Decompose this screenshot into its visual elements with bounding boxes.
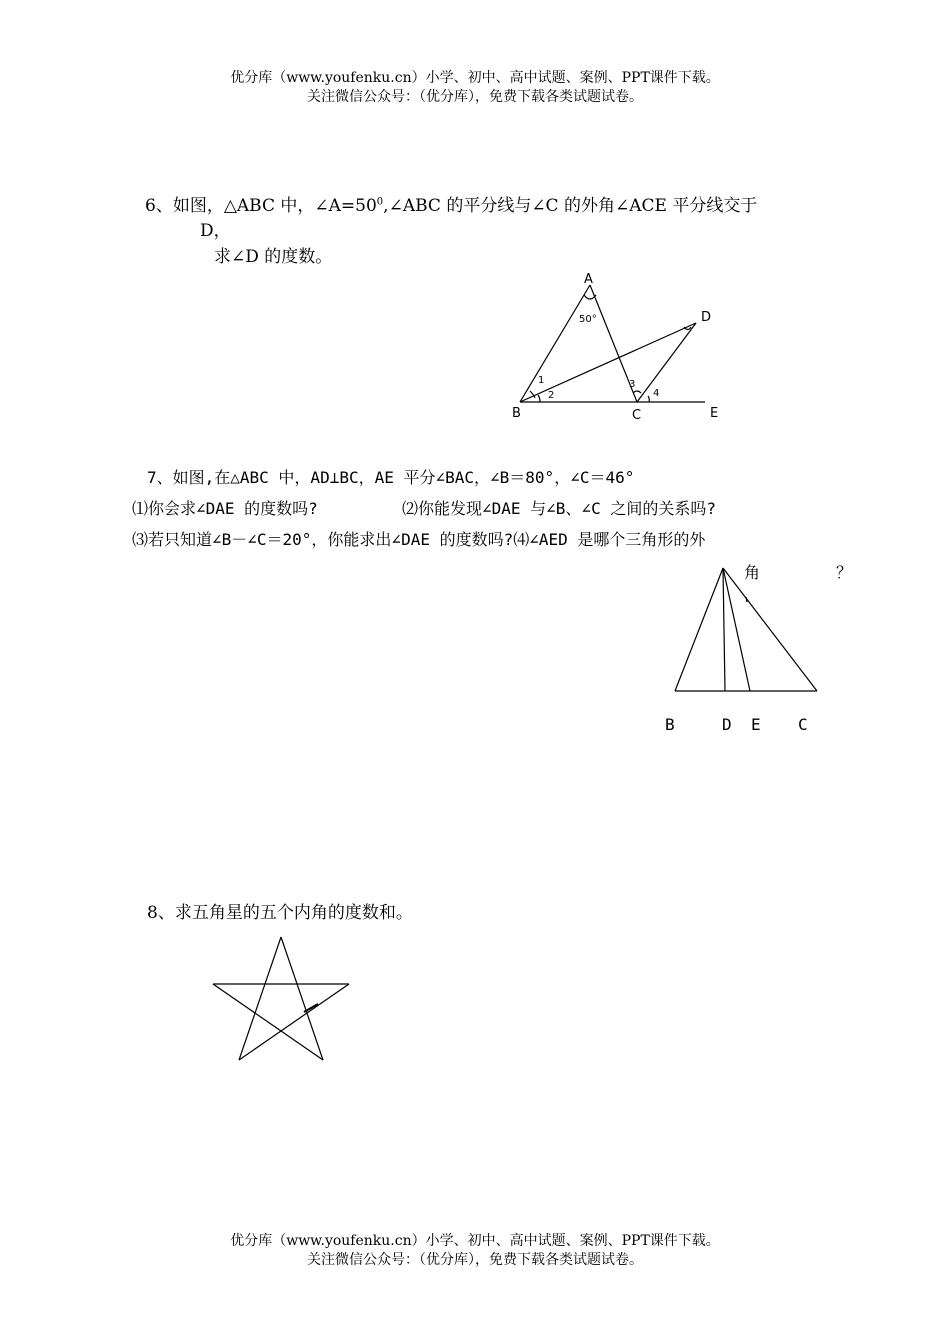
q6-angle-4-label: 4 [653, 388, 660, 399]
header-line-2: 关注微信公众号：（优分库），免费下载各类试题试卷。 [307, 89, 643, 105]
q6-text-b: ,∠ABC 的平分线与∠C 的外角∠ACE 平分线交于 [383, 196, 758, 216]
q6-angle-2-label: 2 [548, 390, 555, 401]
q7-tick [746, 597, 747, 602]
q6-line-ab [520, 285, 590, 402]
q7-line-1: 7、如图,在△ABC 中，AD⊥BC，AE 平分∠BAC，∠B＝80°，∠C＝46° [147, 468, 635, 487]
q6-superscript: 0 [376, 196, 384, 208]
q6-label-e: E [710, 406, 719, 421]
q8-star-edge-2 [239, 984, 349, 1060]
q7-part-4b: ？ [836, 563, 853, 582]
q8-star-edge-4 [213, 984, 323, 1060]
q6-line-3: 求∠D 的度数。 [214, 247, 333, 267]
q7-label-d: D [722, 715, 732, 734]
q6-label-c: C [632, 408, 642, 423]
q6-angle-1-label: 1 [538, 375, 545, 386]
q7-part-1: ⑴你会求∠DAE 的度数吗? [132, 499, 318, 518]
q7-label-c: C [798, 715, 808, 734]
q7-label-e: E [751, 715, 761, 734]
q6-line-1 [145, 191, 757, 216]
q6-line-cd [637, 323, 696, 402]
q6-label-a: A [584, 272, 593, 287]
q6-triangle-figure [500, 265, 740, 425]
q6-label-b: B [512, 406, 521, 421]
q6-angle-3-label: 3 [629, 379, 636, 390]
q6-label-d: D [701, 310, 712, 325]
q6-arc-b2 [538, 395, 540, 402]
q6-line-bd [520, 323, 696, 402]
q7-part-3: ⑶若只知道∠B－∠C＝20°，你能求出∠DAE 的度数吗?⑷∠AED 是哪个三角形的外 [132, 530, 706, 549]
q6-angle-a-label: 50° [579, 314, 597, 325]
header-line-1: 优分库（www.youfenku.cn）小学、初中、高中试题、案例、PPT课件下载。 [230, 70, 720, 86]
footer-line-1: 优分库（www.youfenku.cn）小学、初中、高中试题、案例、PPT课件下载。 [230, 1233, 720, 1249]
q7-label-b: B [665, 715, 675, 734]
q6-line-2: D， [200, 221, 231, 241]
footer-line-2: 关注微信公众号：（优分库），免费下载各类试题试卷。 [307, 1252, 643, 1268]
q6-arc-c3 [633, 391, 641, 393]
q8-star-edge-1 [239, 937, 281, 1060]
q7-part-4a: 角 [744, 563, 761, 582]
q8-star-figure [205, 930, 360, 1070]
q8-line-1: 8、求五角星的五个内角的度数和。 [147, 903, 413, 923]
q6-text-a: 6、如图，△ABC 中，∠A=50 [145, 196, 377, 216]
q6-arc-c4 [648, 396, 649, 402]
q7-part-2: ⑵你能发现∠DAE 与∠B、∠C 之间的关系吗? [402, 499, 716, 518]
q7-triangle-figure [660, 560, 840, 750]
q8-star-edge-5 [281, 937, 323, 1060]
q7-line-ad [723, 568, 725, 691]
q7-line-ab [675, 568, 723, 691]
